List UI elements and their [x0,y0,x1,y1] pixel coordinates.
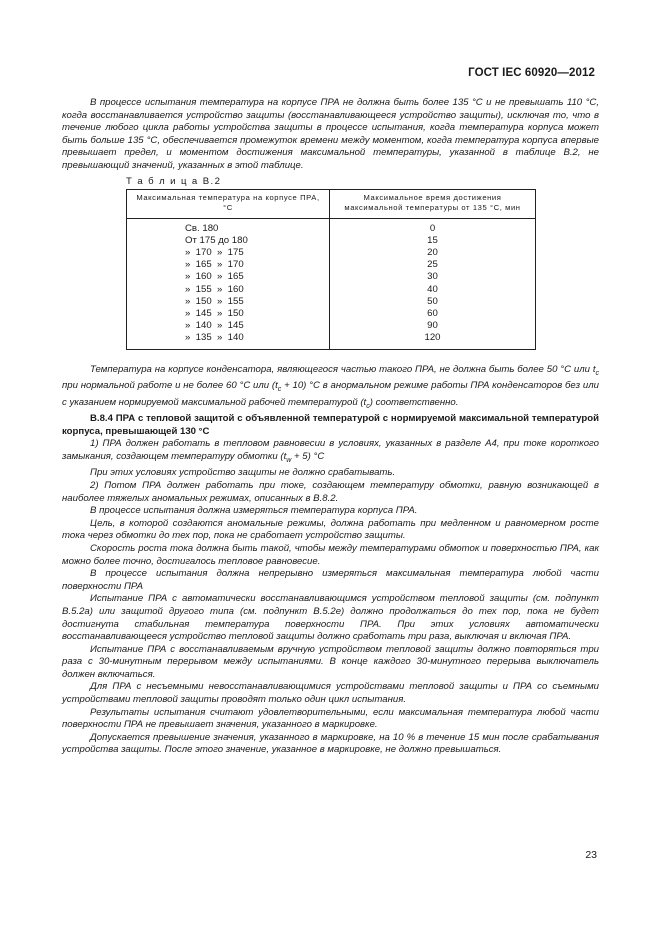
capacitor-subscript-1: c [595,369,599,377]
capacitor-text-c: + 10) °С в анормальном режиме работы ПРА конденсаторов без или с указанием нормируемой максимальной рабочей температурой (t [62,380,599,408]
goal-paragraph: Цель, в которой создаются аномальные режимы, должна работать при медленном и равномерном росте тока через обмотки до тех пор, пока не сработает устройство защиты. [62,517,599,542]
auto-reset-paragraph: Испытание ПРА с автоматически восстанавливающимся устройством тепловой защиты (см. подпункт B.5.2a) или защитой другого типа (см. подпункт B.5.2e) должно продолжаться до тех пор, пока не будет достигнута стабильная температура поверхности ПРА. При этих условиях автоматически восстанавливающееся устройство тепловой защиты должно сработать три раза, выключая и включая ПРА. [62,593,599,643]
item-1-note: При этих условиях устройство защиты не должно срабатывать. [90,467,396,479]
intro-paragraph: В процессе испытания температура на корпусе ПРА не должна быть более 135 °С и не превышать 110 °С, когда восстанавливается устройство защиты (восстанавливающееся устройство защиты), исключая то, что в течение любого цикла работы устройства защиты в процессе испытания, когда температура корпуса может быть больше 135 °С, обеспечивается промежуток времени между моментом, когда температура корпуса впервые превышает предел, и моментом достижения максимальной температуры, указанной в таблице B.2, не превышающий значений, указанных в этой таблице. [62,97,599,171]
table-b2 [126,189,536,350]
capacitor-text-b: при нормальной работе и не более 60 °С или (t [62,380,278,392]
capacitor-subscript-2: c [277,386,282,393]
item-2: 2) Потом ПРА должен работать при токе, создающем температуру обмотки, равную возникающей в наиболее тяжелых аномальных режимах, описанных в B.8.2. [62,479,599,504]
table-header-row [127,189,536,218]
capacitor-paragraph [62,364,599,414]
time-cell: 50 [330,296,536,308]
time-cell: 30 [330,271,536,283]
time-cell: 60 [330,308,536,320]
results-paragraph: Результаты испытания считают удовлетворительными, если максимальная температура любой части поверхности ПРА не превышает значения, указанного в маркировке. [62,706,599,731]
document-header: ГОСТ IEC 60920—2012 [468,67,595,79]
time-cell: 40 [330,284,536,296]
time-cell: 25 [330,259,536,271]
allowed-excess-paragraph: Допускается превышение значения, указанного в маркировке, на 10 % в течение 15 мин после срабатывания устройства защиты. После этого значение, указанное в маркировке, не должно превышаться. [62,731,599,756]
temperature-cell: Св. 180 [127,218,330,235]
time-cell: 120 [330,332,536,349]
time-cell: 15 [330,235,536,247]
table-row [127,235,536,247]
item-1-text-a: 1) ПРА должен работать в тепловом равновесии в условиях, указанных в разделе A4, при токе короткого замыкания, создающем температуру обмотки (t [62,438,599,462]
time-cell: 90 [330,320,536,332]
item-1-text-b: + 5) °С [291,450,325,462]
capacitor-subscript-3: c [366,402,370,410]
temperature-cell: » 170 » 175 [127,247,330,259]
manual-reset-paragraph: Испытание ПРА с восстанавливаемым вручную устройством тепловой защиты должно повторяться три раза с 30-минутным перерывом между испытаниями. В конце каждого 30-минутного перерыва выключатель должен включаться. [62,643,599,680]
time-cell: 20 [330,247,536,259]
temperature-cell: » 145 » 150 [127,308,330,320]
table-caption: Т а б л и ц а B.2 [126,175,222,187]
non-restorable-paragraph: Для ПРА с несъемными невосстанавливающимися устройствами тепловой защиты и ПРА со съемными устройствами тепловой защиты проводят только один цикл испытания. [62,681,599,706]
temperature-cell: » 140 » 145 [127,320,330,332]
time-cell: 0 [330,218,536,235]
speed-paragraph: Скорость роста тока должна быть такой, чтобы между температурами обмоток и поверхностью ПРА, как можно более точно, достигалось тепловое равновесие. [62,542,599,567]
column-header-time: Максимальное время достижения максимальной температуры от 135 °С, мин [330,189,536,218]
temperature-cell: » 165 » 170 [127,259,330,271]
table-row [127,296,536,308]
column-header-temperature: Максимальная температура на корпусе ПРА, °С [127,189,330,218]
table-row [127,247,536,259]
temperature-cell: От 175 до 180 [127,235,330,247]
page-number: 23 [585,849,597,861]
table-row [127,308,536,320]
temperature-cell: » 160 » 165 [127,271,330,283]
temperature-cell: » 150 » 155 [127,296,330,308]
temperature-cell: » 155 » 160 [127,284,330,296]
table-row [127,284,536,296]
measure-paragraph: В процессе испытания должна измеряться температура корпуса ПРА. [90,505,418,517]
table-row [127,218,536,235]
item-1-subscript: w [286,456,292,464]
temperature-cell: » 135 » 140 [127,332,330,349]
page-content [62,97,599,757]
table-row [127,332,536,349]
continuous-paragraph: В процессе испытания должна непрерывно измеряться максимальная температура любой части поверхности ПРА [62,568,599,592]
capacitor-text-a: Температура на корпусе конденсатора, являющегося частью такого ПРА, не должна быть более 50 °С или t [90,363,596,375]
table-row [127,320,536,332]
capacitor-text-d: ) соответственно. [369,396,459,408]
section-heading-b84: B.8.4 ПРА с тепловой защитой с объявленной температурой с нормируемой максимальной температурой корпуса, превышающей 130 °С [62,413,599,437]
table-row [127,271,536,283]
item-1 [62,438,599,467]
table-row [127,259,536,271]
